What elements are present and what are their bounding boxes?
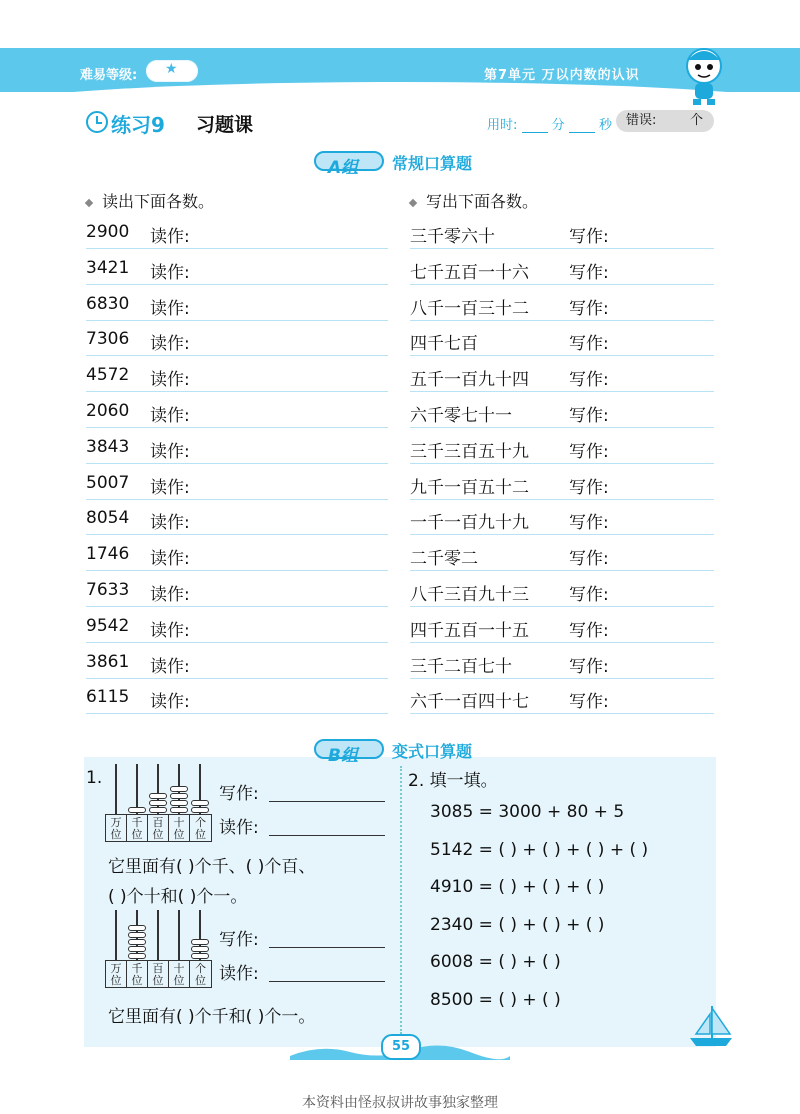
page-number: 55 [381, 1034, 421, 1060]
abacus-bead [170, 807, 188, 813]
bullet-icon [409, 198, 417, 206]
number-in-words: 八千一百三十二 [410, 299, 529, 319]
abacus-bead [128, 925, 146, 931]
number-to-read: 9542 [86, 616, 130, 636]
number-to-read: 3421 [86, 258, 130, 278]
abacus-place-labels [105, 814, 212, 842]
read-label: 读作: [150, 585, 190, 605]
place-label: 千 位 [127, 961, 148, 987]
number-in-words: 五千一百九十四 [410, 370, 529, 390]
abacus-bead [191, 939, 209, 945]
number-in-words: 四千七百 [410, 334, 478, 354]
exercise-name: 习题课 [196, 114, 254, 136]
number-in-words: 七千五百一十六 [410, 263, 529, 283]
abacus-bead [191, 800, 209, 806]
read-answer-line[interactable] [86, 355, 388, 356]
read-label: 读作: [150, 692, 190, 712]
place-label: 个 位 [195, 962, 206, 987]
group-a-title: 常规口算题 [392, 154, 473, 173]
bullet-icon [85, 198, 93, 206]
footer-note: 本资料由怪叔叔讲故事独家整理 [302, 1095, 498, 1111]
read-answer-line[interactable] [86, 606, 388, 607]
q1-write-label-1: 写作: [219, 784, 259, 804]
number-to-read: 7633 [86, 580, 130, 600]
write-answer-line[interactable] [410, 427, 714, 428]
divider [400, 766, 402, 1034]
abacus-bead [128, 932, 146, 938]
number-to-read: 3843 [86, 437, 130, 457]
group-a-tag [314, 151, 384, 178]
timer [487, 114, 612, 133]
write-answer-line[interactable] [410, 391, 714, 392]
q1-text-b: ( )个十和( )个一。 [108, 887, 248, 907]
place-label: 万 位 [106, 961, 127, 987]
write-answer-line[interactable] [410, 355, 714, 356]
write-label: 写作: [569, 299, 609, 319]
write-label: 写作: [569, 370, 609, 390]
abacus-rod [115, 910, 117, 960]
number-in-words: 三千二百七十 [410, 657, 512, 677]
abacus-bead [149, 807, 167, 813]
q1-write-blank-2[interactable] [269, 947, 385, 948]
number-in-words: 一千一百九十九 [410, 513, 529, 533]
number-to-read: 6830 [86, 294, 130, 314]
read-label: 读作: [150, 549, 190, 569]
group-b-tag [314, 739, 384, 766]
equation[interactable]: 2340 = ( ) + ( ) + ( ) [430, 914, 605, 935]
read-answer-line[interactable] [86, 427, 388, 428]
clock-icon [86, 111, 108, 133]
number-to-read: 8054 [86, 508, 130, 528]
place-label: 千 位 [127, 815, 148, 841]
write-label: 写作: [569, 227, 609, 247]
read-label: 读作: [150, 442, 190, 462]
abacus-bead [128, 946, 146, 952]
abacus-bead [128, 953, 146, 959]
read-label: 读作: [150, 263, 190, 283]
q1-text-a: 它里面有( )个千、( )个百、 [108, 857, 316, 877]
place-label: 百 位 [148, 961, 169, 987]
right-instruction-text: 写出下面各数。 [426, 192, 539, 211]
read-answer-line[interactable] [86, 499, 388, 500]
abacus-bead [191, 946, 209, 952]
read-answer-line[interactable] [86, 248, 388, 249]
abacus-bead [149, 800, 167, 806]
left-instruction [86, 189, 214, 212]
number-in-words: 三千三百五十九 [410, 442, 529, 462]
read-label: 读作: [150, 621, 190, 641]
write-answer-line[interactable] [410, 320, 714, 321]
errors-unit: 个 [690, 113, 704, 128]
read-label: 读作: [150, 370, 190, 390]
place-label: 百 位 [148, 815, 169, 841]
errors-box[interactable] [616, 110, 714, 132]
number-to-read: 7306 [86, 329, 130, 349]
read-label: 读作: [150, 227, 190, 247]
unit-title: 第7单元 万以内数的认识 [484, 68, 640, 83]
write-answer-line[interactable] [410, 463, 714, 464]
read-label: 读作: [150, 657, 190, 677]
left-instruction-text: 读出下面各数。 [102, 192, 215, 211]
q1-read-label-2: 读作: [219, 964, 259, 984]
write-answer-line[interactable] [410, 606, 714, 607]
place-label: 万 位 [106, 815, 127, 841]
q1-write-blank-1[interactable] [269, 801, 385, 802]
equation[interactable]: 3085 = 3000 + 80 + 5 [430, 802, 625, 822]
read-label: 读作: [150, 406, 190, 426]
q2-title: 2. 填一填。 [408, 771, 498, 791]
write-answer-line[interactable] [410, 499, 714, 500]
write-label: 写作: [569, 692, 609, 712]
write-label: 写作: [569, 478, 609, 498]
abacus-place-labels [105, 960, 212, 988]
equation[interactable]: 6008 = ( ) + ( ) [430, 952, 561, 973]
write-label: 写作: [569, 621, 609, 641]
write-answer-line[interactable] [410, 570, 714, 571]
equation[interactable]: 4910 = ( ) + ( ) + ( ) [430, 877, 605, 898]
abacus-bead [170, 786, 188, 792]
read-answer-line[interactable] [86, 320, 388, 321]
number-to-read: 1746 [86, 544, 130, 564]
q1-read-blank-2[interactable] [269, 981, 385, 982]
read-label: 读作: [150, 299, 190, 319]
read-answer-line[interactable] [86, 391, 388, 392]
number-in-words: 八千三百九十三 [410, 585, 529, 605]
read-answer-line[interactable] [86, 678, 388, 679]
sailboat-icon [686, 1004, 736, 1052]
write-label: 写作: [569, 549, 609, 569]
q1-text-c: 它里面有( )个千和( )个一。 [108, 1007, 316, 1027]
exercise-number: 练习9 [111, 113, 165, 137]
min-label: 分 [551, 118, 565, 133]
read-answer-line[interactable] [86, 642, 388, 643]
write-label: 写作: [569, 442, 609, 462]
star-icon: ★ [165, 61, 178, 77]
equation[interactable]: 5142 = ( ) + ( ) + ( ) + ( ) [430, 839, 649, 860]
number-to-read: 6115 [86, 687, 130, 707]
q1-number: 1. [86, 768, 103, 788]
number-to-read: 2060 [86, 401, 130, 421]
number-to-read: 2900 [86, 222, 130, 242]
abacus-bead [149, 793, 167, 799]
write-label: 写作: [569, 406, 609, 426]
write-label: 写作: [569, 657, 609, 677]
place-label: 个 位 [195, 816, 206, 841]
q1-read-label-1: 读作: [219, 818, 259, 838]
read-label: 读作: [150, 513, 190, 533]
mascot-icon [678, 42, 730, 108]
number-in-words: 六千零七十一 [410, 406, 512, 426]
write-answer-line[interactable] [410, 248, 714, 249]
errors-label: 错误: [626, 113, 657, 128]
q1-read-blank-1[interactable] [269, 835, 385, 836]
sec-label: 秒 [598, 118, 612, 133]
read-label: 读作: [150, 334, 190, 354]
write-label: 写作: [569, 585, 609, 605]
number-in-words: 九千一百五十二 [410, 478, 529, 498]
abacus-bead [128, 939, 146, 945]
write-label: 写作: [569, 263, 609, 283]
time-label: 用时: [487, 118, 518, 133]
write-answer-line[interactable] [410, 534, 714, 535]
group-a-banner [314, 149, 514, 178]
abacus-rod [178, 910, 180, 960]
group-b-title: 变式口算题 [392, 742, 473, 761]
group-a-tag-text: A组 [328, 158, 359, 178]
difficulty-label: 难易等级: [80, 68, 138, 83]
read-answer-line[interactable] [86, 570, 388, 571]
abacus-bead [191, 807, 209, 813]
abacus-bead [191, 953, 209, 959]
write-label: 写作: [569, 513, 609, 533]
minutes-blank[interactable] [522, 132, 548, 133]
read-label: 读作: [150, 478, 190, 498]
write-label: 写作: [569, 334, 609, 354]
read-answer-line[interactable] [86, 463, 388, 464]
read-answer-line[interactable] [86, 284, 388, 285]
abacus-bead [170, 793, 188, 799]
abacus-rod [115, 764, 117, 814]
write-answer-line[interactable] [410, 642, 714, 643]
read-answer-line[interactable] [86, 713, 388, 714]
abacus-bead [128, 807, 146, 813]
place-label: 十 位 [169, 815, 190, 841]
number-in-words: 四千五百一十五 [410, 621, 529, 641]
number-in-words: 三千零六十 [410, 227, 495, 247]
number-in-words: 二千零二 [410, 549, 478, 569]
right-instruction [410, 189, 538, 212]
number-in-words: 六千一百四十七 [410, 692, 529, 712]
equation[interactable]: 8500 = ( ) + ( ) [430, 990, 561, 1010]
write-answer-line[interactable] [410, 284, 714, 285]
group-b-banner [314, 737, 514, 766]
group-b-tag-text: B组 [328, 746, 358, 766]
number-to-read: 5007 [86, 473, 130, 493]
place-label: 十 位 [169, 961, 190, 987]
q1-write-label-2: 写作: [219, 930, 259, 950]
number-to-read: 3861 [86, 652, 130, 672]
write-answer-line[interactable] [410, 713, 714, 714]
cloud-icon [146, 60, 198, 82]
seconds-blank[interactable] [569, 132, 595, 133]
number-to-read: 4572 [86, 365, 130, 385]
abacus-bead [170, 800, 188, 806]
abacus-rod [157, 910, 159, 960]
read-answer-line[interactable] [86, 534, 388, 535]
write-answer-line[interactable] [410, 678, 714, 679]
